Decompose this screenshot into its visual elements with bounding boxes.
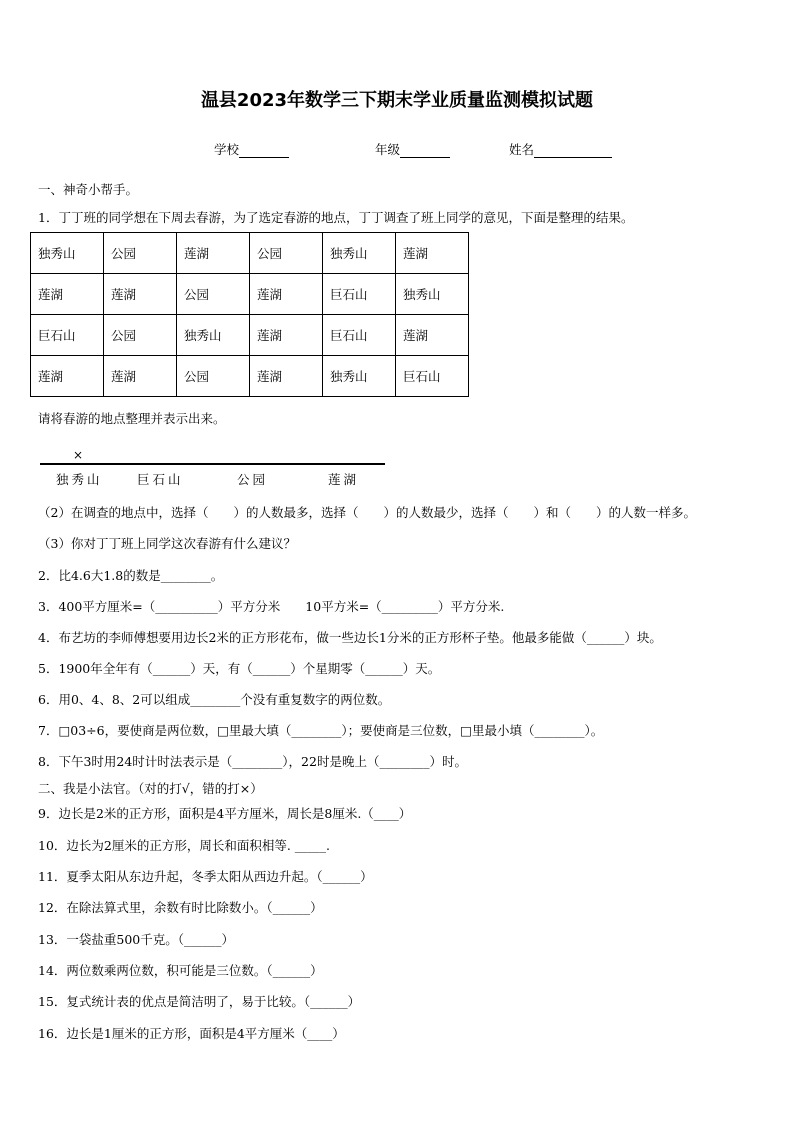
table-row xyxy=(31,233,469,274)
table-cell: 巨石山 xyxy=(396,356,469,397)
tally-number-line xyxy=(40,448,385,492)
name-label: 姓名 xyxy=(509,142,535,157)
table-cell: 公园 xyxy=(250,233,323,274)
place-label: 巨石山 xyxy=(137,472,184,487)
table-cell: 独秀山 xyxy=(31,233,104,274)
question-11: 11．夏季太阳从东边升起，冬季太阳从西边升起。（______） xyxy=(38,869,373,884)
question-4: 4．布艺坊的李师傅想要用边长2米的正方形花布，做一些边长1分米的正方形杯子垫。他最多能做（______）块。 xyxy=(38,630,662,645)
question-10: 10．边长为2厘米的正方形，周长和面积相等. _____. xyxy=(38,838,331,853)
question-1: 1．丁丁班的同学想在下周去春游，为了选定春游的地点，丁丁调查了班上同学的意见，下面是整理的结果。 xyxy=(38,210,634,225)
table-cell: 莲湖 xyxy=(250,274,323,315)
table-cell: 独秀山 xyxy=(323,233,396,274)
grade-field xyxy=(375,140,450,158)
table-cell: 公园 xyxy=(104,233,177,274)
table-cell: 公园 xyxy=(177,356,250,397)
name-blank[interactable] xyxy=(534,144,612,158)
table-cell: 巨石山 xyxy=(323,274,396,315)
question-5: 5．1900年全年有（______）天，有（______）个星期零（______）天。 xyxy=(38,661,441,676)
table-cell: 莲湖 xyxy=(250,356,323,397)
question-12: 12．在除法算式里，余数有时比除数小。（______） xyxy=(38,900,323,915)
place-label: 公园 xyxy=(237,472,269,487)
page-title: 温县2023年数学三下期末学业质量监测模拟试题 xyxy=(200,90,594,111)
place-label: 独秀山 xyxy=(56,472,103,487)
name-field xyxy=(509,140,612,158)
question-9: 9．边长是2米的正方形，面积是4平方厘米，周长是8厘米.（____） xyxy=(38,806,412,821)
tally-cross-mark: × xyxy=(73,448,84,462)
grade-label: 年级 xyxy=(375,142,401,157)
school-field xyxy=(214,140,289,158)
table-cell: 独秀山 xyxy=(396,274,469,315)
question-13: 13．一袋盐重500千克。（______） xyxy=(38,932,235,947)
survey-table xyxy=(30,232,469,397)
grade-blank[interactable] xyxy=(400,144,450,158)
question-8: 8．下午3时用24时计时法表示是（________），22时是晚上（________）时。 xyxy=(38,754,467,769)
question-15: 15．复式统计表的优点是简洁明了，易于比较。（______） xyxy=(38,994,361,1009)
table-cell: 独秀山 xyxy=(323,356,396,397)
table-cell: 巨石山 xyxy=(31,315,104,356)
table-cell: 莲湖 xyxy=(31,274,104,315)
q1-instruction: 请将春游的地点整理并表示出来。 xyxy=(38,411,226,426)
school-blank[interactable] xyxy=(239,144,289,158)
table-cell: 莲湖 xyxy=(104,356,177,397)
table-cell: 莲湖 xyxy=(177,233,250,274)
table-cell: 莲湖 xyxy=(31,356,104,397)
table-cell: 莲湖 xyxy=(250,315,323,356)
table-cell: 公园 xyxy=(177,274,250,315)
table-cell: 独秀山 xyxy=(177,315,250,356)
tally-axis xyxy=(40,463,385,465)
q1-sub-3: （3）你对丁丁班上同学这次春游有什么建议？ xyxy=(38,536,296,551)
question-6: 6．用0、4、8、2可以组成________个没有重复数字的两位数。 xyxy=(38,692,391,707)
section-1-heading: 一、神奇小帮手。 xyxy=(38,182,139,197)
q1-sub-2: （2）在调查的地点中，选择（ ）的人数最多，选择（ ）的人数最少，选择（ ）和（ ）的人数一样多。 xyxy=(38,505,696,520)
table-cell: 莲湖 xyxy=(396,233,469,274)
table-row xyxy=(31,356,469,397)
table-cell: 莲湖 xyxy=(104,274,177,315)
question-3: 3．400平方厘米=（__________）平方分米 10平方米=（_________）平方分米. xyxy=(38,599,505,614)
section-2-heading: 二、我是小法官。（对的打√，错的打×） xyxy=(38,781,263,796)
question-7: 7．□03÷6，要使商是两位数，□里最大填（________）；要使商是三位数，□里最小填（________）。 xyxy=(38,723,604,738)
table-cell: 莲湖 xyxy=(396,315,469,356)
question-16: 16．边长是1厘米的正方形，面积是4平方厘米（____） xyxy=(38,1026,345,1041)
table-cell: 公园 xyxy=(104,315,177,356)
question-14: 14．两位数乘两位数，积可能是三位数。（______） xyxy=(38,963,323,978)
table-cell: 巨石山 xyxy=(323,315,396,356)
table-row xyxy=(31,315,469,356)
place-label: 莲湖 xyxy=(328,472,360,487)
question-2: 2．比4.6大1.8的数是________。 xyxy=(38,568,224,583)
school-label: 学校 xyxy=(214,142,240,157)
table-row xyxy=(31,274,469,315)
